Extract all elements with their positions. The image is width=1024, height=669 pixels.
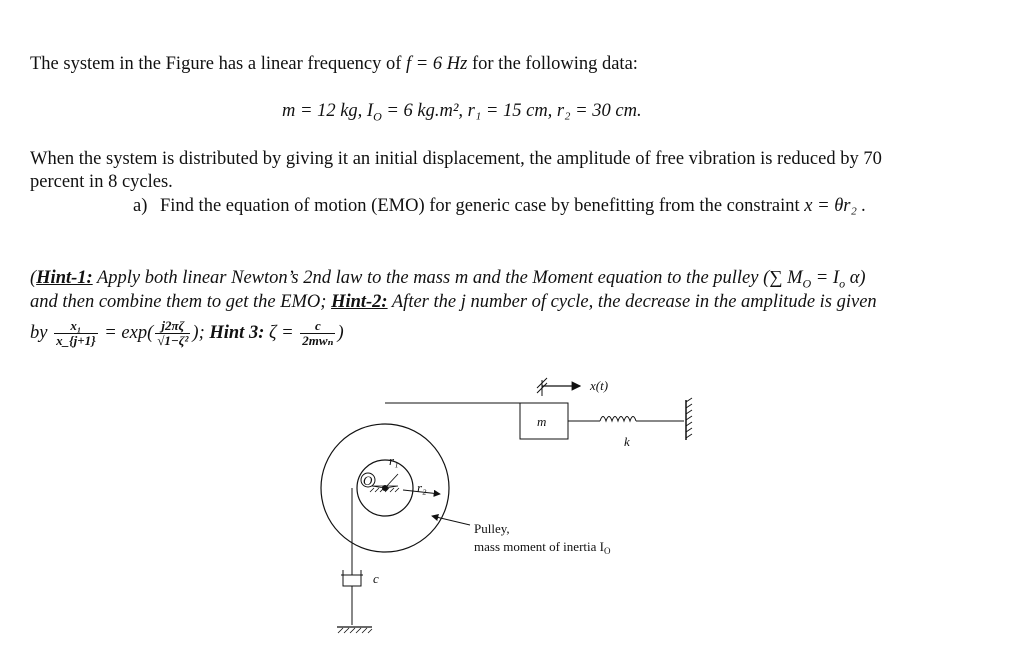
ground-hatching xyxy=(338,628,372,633)
hint-close-paren: ) xyxy=(337,323,344,343)
x-label: x(t) xyxy=(590,378,609,393)
hint2-label: Hint-2: xyxy=(331,292,388,312)
data-inertia-sub: O xyxy=(373,109,382,124)
frac1-denominator: x_{j+1} xyxy=(56,333,96,349)
part-a-text: Find the equation of motion (EMO) for generic case by benefitting from the constraint xyxy=(160,196,800,216)
paragraph-line-1: When the system is distributed by giving it an initial displacement, the amplitude of free vibration is reduced by 70 xyxy=(30,149,882,169)
hint-open-paren: ( xyxy=(30,268,37,288)
spring-coils xyxy=(600,417,636,422)
intro-text: The system in the Figure has a linear frequency of xyxy=(30,54,402,74)
hint1-label: Hint-1: xyxy=(36,268,93,288)
hint1-sub2: o xyxy=(839,276,846,291)
frac1-numerator: x₁ xyxy=(54,319,98,334)
pulley-label-2-text: mass moment of inertia I xyxy=(474,539,604,554)
hint1-sub: O xyxy=(802,276,812,291)
pivot-label: O xyxy=(363,473,373,488)
after-exp: ); xyxy=(192,323,210,343)
intro-end-text: for the following data: xyxy=(471,54,638,74)
damper-label: c xyxy=(373,571,379,586)
r2-label: r₂ xyxy=(417,480,427,495)
r1-label: r₁ xyxy=(389,453,399,468)
frac3-denominator: 2mwₙ xyxy=(302,333,334,349)
paragraph-line-2: percent in 8 cycles. xyxy=(30,172,173,192)
zeta-equation: ζ = xyxy=(264,323,299,343)
spring-label: k xyxy=(624,434,630,449)
hint-line2-start: and then combine them to get the EMO; xyxy=(30,292,332,312)
hint1-tail: = I xyxy=(811,268,840,288)
frac3-numerator: c xyxy=(300,319,335,334)
part-a-label: a) xyxy=(133,196,148,216)
pulley-label-2 xyxy=(474,539,611,556)
exp-expression: = exp( xyxy=(104,323,154,343)
hint3-label: Hint 3: xyxy=(209,323,265,343)
wall-hatching xyxy=(686,398,692,438)
pulley-label-sub: O xyxy=(603,546,611,556)
frac2-denominator: √1−ζ² xyxy=(157,333,189,349)
hint2-text: After the j number of cycle, the decrease in the amplitude is given xyxy=(387,292,877,312)
mass-label: m xyxy=(537,414,547,429)
hint1-text: Apply both linear Newton’s 2nd law to the mass m and the Moment equation to the pulley (∑ M xyxy=(92,268,803,288)
hint1-end: α) xyxy=(845,268,866,288)
frequency-value: f = 6 Hz xyxy=(406,54,468,74)
pulley-label-1: Pulley, xyxy=(474,521,510,536)
part-a-constraint: x = θr₂ . xyxy=(804,196,867,216)
data-radii: = 6 kg.m², r₁ = 15 cm, r₂ = 30 cm. xyxy=(381,101,642,121)
frac2-numerator: j2πζ xyxy=(155,319,190,334)
data-mass-inertia: m = 12 kg, I xyxy=(282,101,374,121)
hint-by: by xyxy=(30,323,48,343)
